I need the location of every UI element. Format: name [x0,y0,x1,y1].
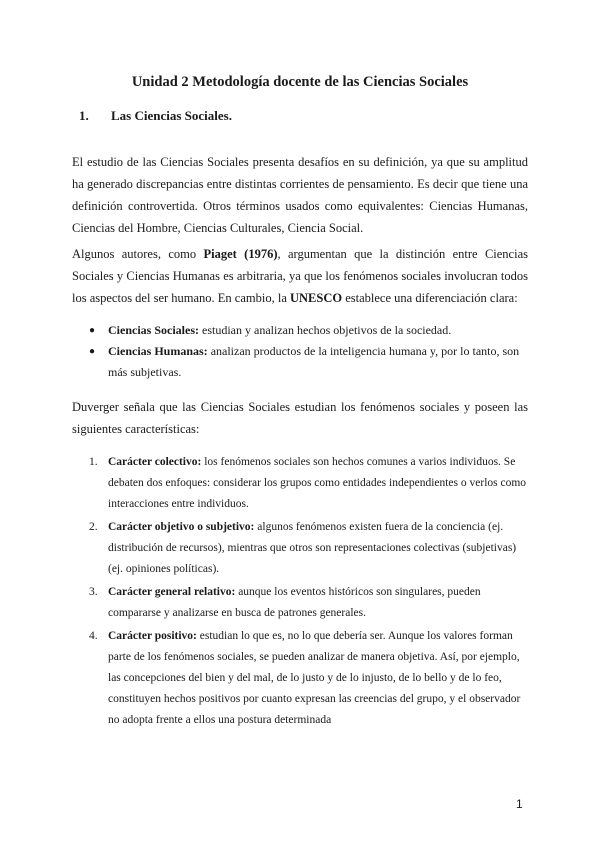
item-number: 1. [89,456,98,468]
item-text: aunque los eventos históricos son singulares, pueden compararse y analizarse en busca de patrones generales. [108,586,481,619]
p2-text-b: , argumentan que la distinción entre Ciencias Sociales y Ciencias Humanas es arbitraria, ya que los fenómenos sociales involucran todos los aspectos del ser humano. En cambio, la [72,247,528,305]
bullet-text: estudian y analizan hechos objetivos de la sociedad. [199,323,452,337]
item-term: Carácter objetivo o subjetivo: [108,521,255,533]
section-title: Las Ciencias Sociales. [111,108,232,123]
bullet-term: Ciencias Sociales: [108,323,199,337]
bullet-icon: ● [89,346,96,357]
list-item [72,582,528,624]
characteristics-list [72,452,528,733]
bullet-icon: ● [89,325,96,336]
item-number: 2. [89,521,98,533]
section-number: 1. [79,108,89,123]
list-item [72,320,528,341]
page-number: 1 [516,797,523,811]
piaget-reference: Piaget (1976) [203,247,278,261]
intro-paragraph: El estudio de las Ciencias Sociales presenta desafíos en su definición, ya que su amplitud ha generado discrepancias entre distintas corrientes de pensamiento. Es decir que tiene una definición controvertida. Otros términos usados como equivalentes: Ciencias Humanas, Ciencias del Hombre, Ciencias Culturales, Ciencia Social. [72,155,528,235]
unesco-reference: UNESCO [290,291,343,305]
bullet-list [72,320,528,383]
duverger-paragraph: Duverger señala que las Ciencias Sociales estudian los fenómenos sociales y poseen las siguientes características: [72,400,528,436]
item-text: estudian lo que es, no lo que debería ser. Aunque los valores forman parte de los fenómenos sociales, se pueden analizar de manera objetiva. Así, por ejemplo, las concepciones del bien y del mal, de lo justo y de lo injusto, de lo bello y de lo feo, constituyen hechos positivos por cuanto expresan las creencias del grupo, y el observador no adopta frente a ellos una postura determinada [108,630,521,726]
item-term: Carácter colectivo: [108,456,202,468]
item-number: 4. [89,630,98,642]
p2-text-a: Algunos autores, como [72,247,204,261]
list-item [72,341,528,383]
bullet-text: analizan productos de la inteligencia humana y, por lo tanto, son más subjetivas. [108,344,520,379]
bullet-term: Ciencias Humanas: [108,344,208,358]
section-heading [79,108,232,124]
item-term: Carácter general relativo: [108,586,236,598]
item-text: los fenómenos sociales son hechos comunes a varios individuos. Se debaten dos enfoques: considerar los grupos como entidades independientes o verlos como interacciones entre individuos. [108,456,527,510]
item-text: algunos fenómenos existen fuera de la conciencia (ej. distribución de recursos), mientras que otros son representaciones colectivas (subjetivas) (ej. opiniones políticas). [108,521,517,575]
list-item [72,452,528,515]
item-term: Carácter positivo: [108,630,197,642]
p2-text-c: establece una diferenciación clara: [342,291,518,305]
document-title: Unidad 2 Metodología docente de las Ciencias Sociales [131,74,469,90]
list-item [72,517,528,580]
unesco-paragraph [72,243,528,309]
item-number: 3. [89,586,98,598]
list-item [72,626,528,731]
